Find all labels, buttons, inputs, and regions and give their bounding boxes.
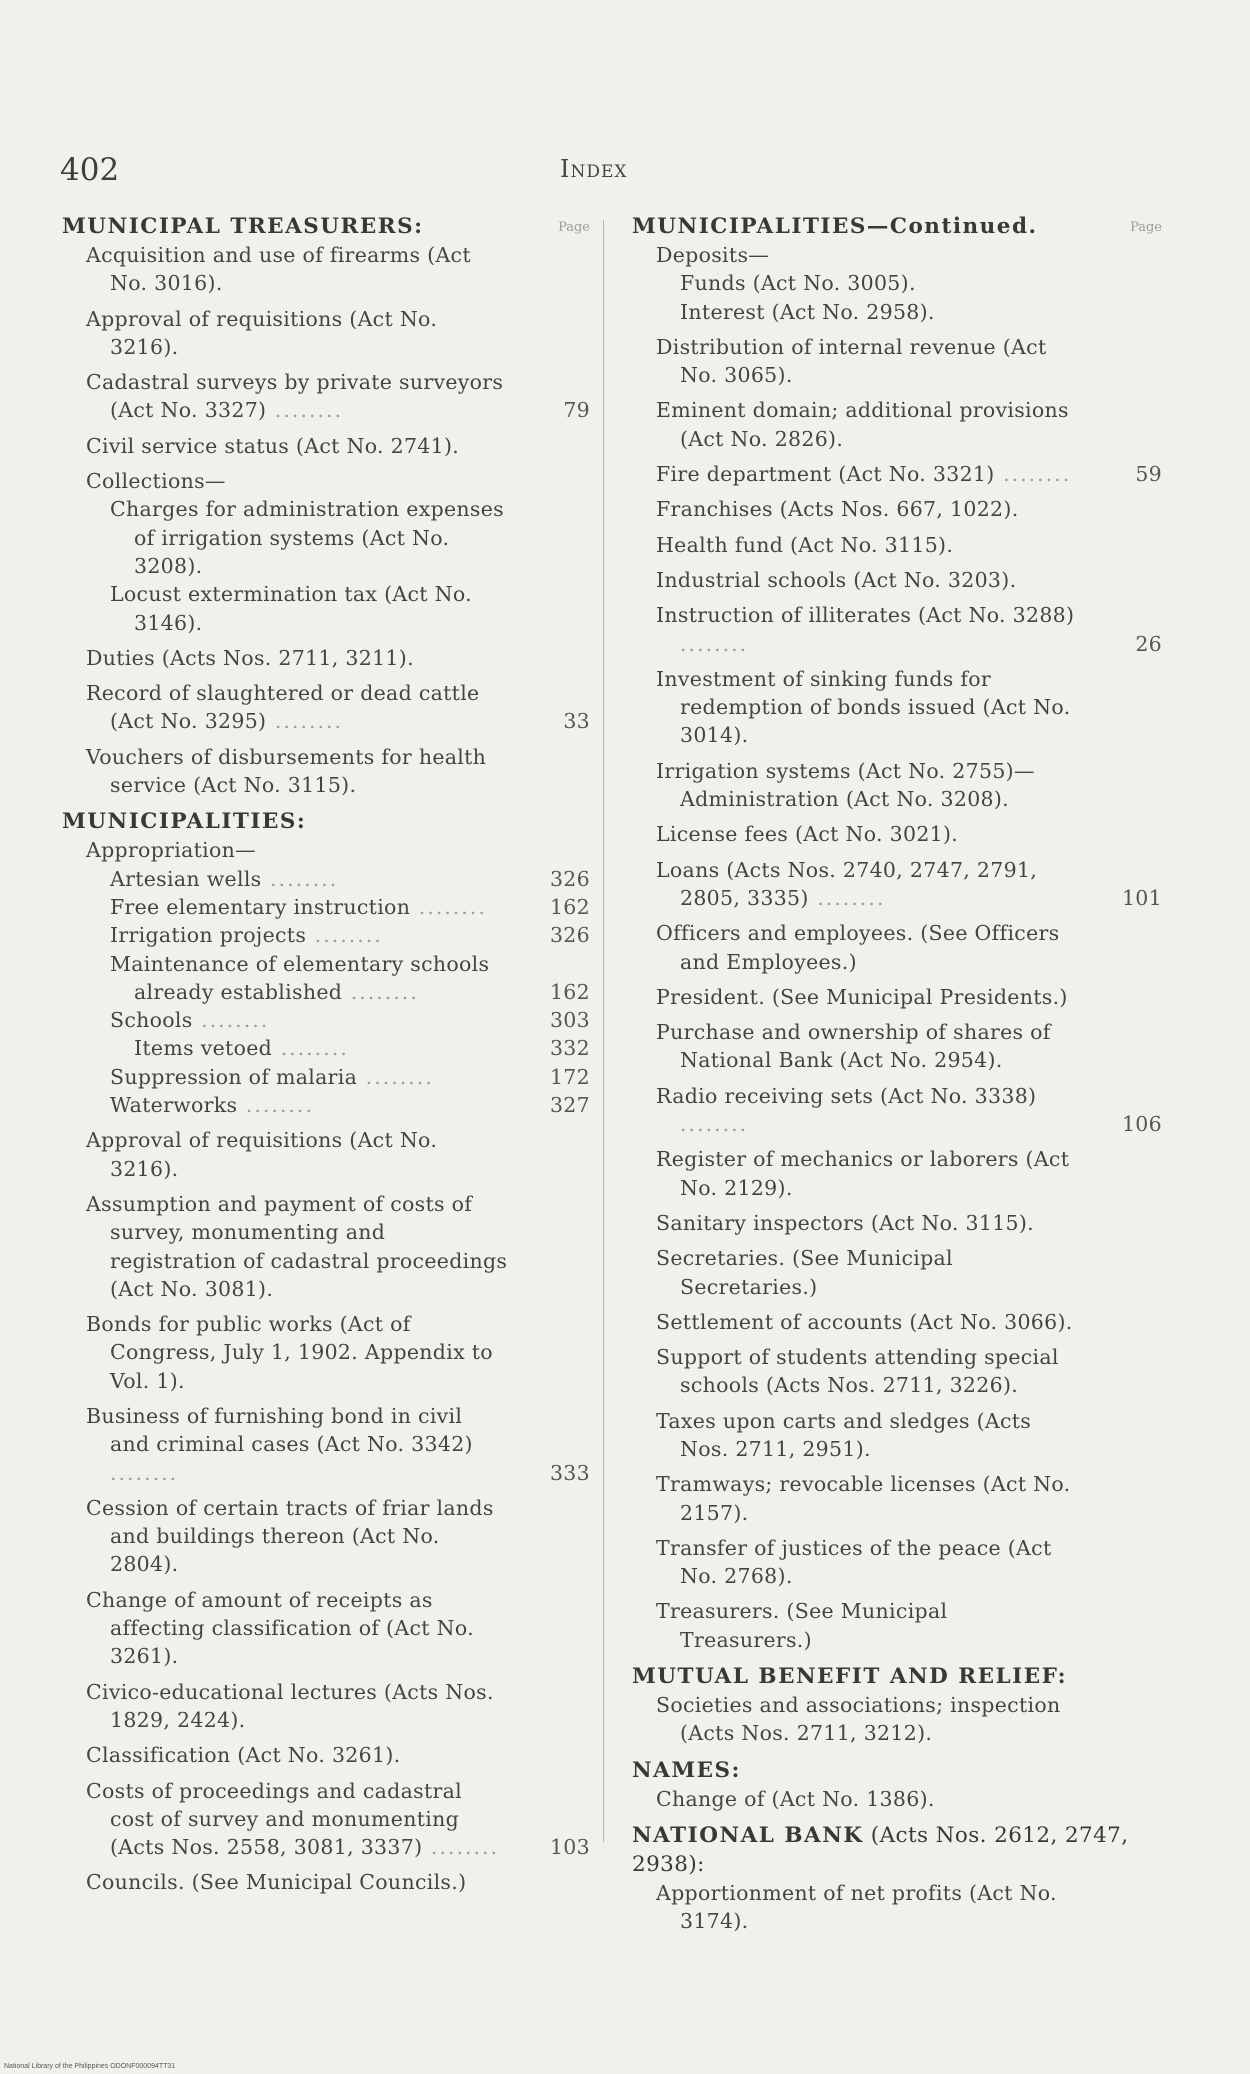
index-entry — [632, 566, 1162, 594]
index-entry — [632, 333, 1162, 390]
index-entry — [62, 1777, 590, 1862]
entry-text: Franchises (Acts Nos. 667, 1022). — [656, 497, 1019, 522]
index-entry — [62, 1402, 590, 1487]
index-heading — [632, 212, 1162, 241]
entry-text: Support of students attending special schools (Acts Nos. 2711, 3226). — [656, 1345, 1059, 1398]
entry-text: Health fund (Act No. 3115). — [656, 532, 954, 557]
heading-text: MUNICIPALITIES—Continued. — [632, 214, 1038, 239]
index-entry — [632, 1244, 1162, 1301]
entry-text: Artesian wells — [110, 866, 262, 891]
index-heading — [62, 212, 590, 241]
entry-text: Waterworks — [110, 1093, 238, 1118]
index-entry — [62, 893, 590, 921]
entry-text: Charges for administration expenses of irrigation systems (Act No. 3208). — [110, 497, 505, 578]
entry-text: Purchase and ownership of shares of National Bank (Act No. 2954). — [656, 1020, 1051, 1073]
entry-text: Civil service status (Act No. 2741). — [86, 433, 460, 458]
entry-text: Approval of requisitions (Act No. 3216). — [86, 306, 438, 359]
entry-text: Acquisition and use of firearms (Act No. 3016). — [86, 243, 471, 296]
entry-text: Register of mechanics or laborers (Act No. 2129). — [656, 1147, 1070, 1200]
entry-text: Change of (Act No. 1386). — [656, 1786, 935, 1811]
dot-leader: ........ — [680, 1112, 749, 1137]
index-entry — [62, 1310, 590, 1395]
entry-text: Societies and associations; inspection (Acts Nos. 2711, 3212). — [656, 1693, 1061, 1746]
entry-text: Bonds for public works (Act of Congress, July 1, 1902. Appendix to Vol. 1). — [86, 1312, 493, 1393]
index-entry — [62, 950, 590, 1007]
left-index-entries — [62, 212, 590, 1897]
entry-text: Funds (Act No. 3005). — [680, 271, 916, 296]
index-entry — [632, 1082, 1162, 1139]
dot-leader: ........ — [808, 885, 886, 910]
index-entry — [632, 1407, 1162, 1464]
entry-text: Vouchers of disbursements for health service (Act No. 3115). — [86, 744, 487, 798]
entry-text: Costs of proceedings and cadastral cost of survey and monumenting (Acts Nos. 2558, 3081, 3337) — [86, 1778, 462, 1860]
index-entry — [632, 919, 1162, 976]
dot-leader: ........ — [266, 398, 344, 423]
index-entry — [632, 298, 1162, 326]
entry-text: Treasurers. (See Municipal Treasurers.) — [656, 1599, 948, 1652]
entry-text: Schools — [110, 1008, 193, 1033]
entry-text: Appropriation— — [86, 838, 256, 863]
index-entry — [62, 921, 590, 949]
entry-text: Apportionment of net profits (Act No. 3174). — [656, 1880, 1057, 1934]
heading-tail: (Acts Nos. 2612, 2747, 2938): — [632, 1822, 1129, 1877]
index-entry — [62, 644, 590, 672]
entry-text: Business of furnishing bond in civil and criminal cases (Act No. 3342) — [86, 1403, 473, 1457]
index-entry — [632, 269, 1162, 297]
index-entry — [632, 1597, 1162, 1654]
page-number: 402 — [60, 152, 120, 188]
index-entry — [62, 1494, 590, 1579]
index-entry — [632, 495, 1162, 523]
entry-text: Change of amount of receipts as affecting classification of (Act No. 3261). — [86, 1587, 474, 1669]
index-heading — [62, 807, 590, 836]
dot-leader: ........ — [306, 923, 383, 948]
index-entry — [632, 785, 1162, 813]
entry-text: Distribution of internal revenue (Act No. 3065). — [656, 334, 1047, 388]
dot-leader: ........ — [422, 1835, 500, 1860]
index-entry — [62, 836, 590, 864]
index-entry — [632, 983, 1162, 1011]
entry-text: Officers and employees. (See Officers and Employees.) — [656, 921, 1060, 974]
page-reference: 101 — [1121, 885, 1162, 910]
entry-text: License fees (Act No. 3021). — [656, 822, 959, 847]
entry-text: Irrigation systems (Act No. 2755)— — [656, 758, 1035, 783]
entry-text: Collections— — [86, 469, 226, 494]
index-entry — [632, 1018, 1162, 1075]
entry-text: Civico-educational lectures (Acts Nos. 1829, 2424). — [86, 1679, 494, 1732]
dot-leader: ........ — [192, 1008, 270, 1033]
entry-text: Deposits— — [656, 243, 770, 267]
entry-text: Approval of requisitions (Act No. 3216). — [86, 1128, 438, 1181]
entry-text: Interest (Act No. 2958). — [680, 299, 935, 324]
index-entry — [62, 580, 590, 637]
index-entry — [632, 1691, 1162, 1748]
entry-text: Maintenance of elementary schools already established — [110, 951, 490, 1004]
entry-text: Locust extermination tax (Act No. 3146). — [110, 582, 472, 635]
page-reference: 79 — [563, 398, 590, 423]
dot-leader: ........ — [342, 979, 419, 1004]
index-entry — [632, 820, 1162, 848]
entry-text: Irrigation projects — [110, 923, 307, 948]
index-entry — [62, 241, 590, 298]
index-entry — [62, 305, 590, 362]
entry-text: Councils. (See Municipal Councils.) — [86, 1870, 467, 1895]
index-entry — [632, 1145, 1162, 1202]
dot-leader: ........ — [272, 1036, 349, 1061]
index-entry — [632, 1534, 1162, 1591]
entry-text: Free elementary instruction — [110, 894, 411, 919]
index-entry — [632, 1470, 1162, 1527]
dot-leader: ........ — [266, 709, 344, 734]
column-divider — [603, 220, 604, 1842]
index-entry — [62, 467, 590, 495]
index-entry — [62, 432, 590, 460]
dot-leader: ........ — [110, 1460, 179, 1485]
index-entry — [632, 665, 1162, 750]
entry-text: Eminent domain; additional provisions (Act No. 2826). — [656, 398, 1069, 451]
scan-footer: National Library of the Philippines ODONF000094TT31 — [4, 2063, 176, 2070]
index-entry — [62, 1006, 590, 1034]
page-reference: 33 — [563, 709, 590, 734]
entry-text: Assumption and payment of costs of survey, monumenting and registration of cadastral proceedings (Act No. 3081). — [86, 1191, 508, 1301]
entry-text: Instruction of illiterates (Act No. 3288) — [656, 603, 1075, 628]
dot-leader: ........ — [261, 866, 339, 891]
index-entry — [62, 1063, 590, 1091]
running-head: Index — [560, 155, 628, 183]
dot-leader: ........ — [994, 462, 1072, 487]
index-entry — [62, 743, 590, 800]
dot-leader: ........ — [680, 631, 749, 656]
entry-text: Investment of sinking funds for redemption of bonds issued (Act No. 3014). — [656, 666, 1071, 748]
right-column — [632, 212, 1162, 1936]
index-entry — [62, 1741, 590, 1769]
entry-text: Classification (Act No. 3261). — [86, 1743, 401, 1768]
heading-text: NAMES: — [632, 1757, 741, 1783]
page-column-label: Page — [558, 220, 590, 235]
page-reference: 332 — [549, 1036, 590, 1061]
entry-text: Duties (Acts Nos. 2711, 3211). — [86, 645, 414, 670]
index-entry — [62, 1091, 590, 1119]
dot-leader: ........ — [237, 1093, 314, 1118]
index-entry — [632, 241, 1162, 269]
index-entry — [62, 368, 590, 425]
index-entry — [632, 1343, 1162, 1400]
entry-text: Fire department (Act No. 3321) — [656, 462, 995, 487]
index-entry — [632, 1785, 1162, 1813]
left-column — [62, 212, 590, 1897]
index-entry — [632, 531, 1162, 559]
entry-text: Loans (Acts Nos. 2740, 2747, 2791, 2805, 3335) — [656, 857, 1038, 910]
index-entry — [632, 856, 1162, 913]
index-entry — [62, 1034, 590, 1062]
index-entry — [62, 495, 590, 580]
entry-text: President. (See Municipal Presidents.) — [656, 984, 1068, 1009]
entry-text: Industrial schools (Act No. 3203). — [656, 567, 1017, 592]
page-reference: 333 — [549, 1460, 590, 1485]
dot-leader: ........ — [357, 1064, 434, 1089]
page-reference: 172 — [549, 1064, 590, 1089]
page-reference: 162 — [549, 894, 590, 919]
heading-text: NATIONAL BANK — [632, 1822, 864, 1848]
page-column-label: Page — [1130, 220, 1162, 235]
entry-text: Administration (Act No. 3208). — [680, 787, 1009, 812]
index-entry — [62, 1126, 590, 1183]
entry-text: Tramways; revocable licenses (Act No. 2157). — [656, 1472, 1071, 1525]
entry-text: Taxes upon carts and sledges (Acts Nos. 2711, 2951). — [656, 1408, 1032, 1461]
index-entry — [632, 601, 1162, 658]
page-reference: 106 — [1121, 1112, 1162, 1137]
index-entry — [632, 1308, 1162, 1336]
entry-text: Items vetoed — [134, 1036, 273, 1061]
right-index-entries — [632, 212, 1162, 1936]
heading-text: MUNICIPALITIES: — [62, 809, 307, 835]
index-entry — [62, 1586, 590, 1671]
entry-text: Cadastral surveys by private surveyors (Act No. 3327) — [86, 370, 504, 423]
entry-text: Suppression of malaria — [110, 1064, 358, 1089]
index-heading — [632, 1662, 1162, 1691]
index-entry — [62, 1678, 590, 1735]
index-entry — [62, 865, 590, 893]
entry-text: Sanitary inspectors (Act No. 3115). — [656, 1210, 1034, 1235]
heading-text: MUTUAL BENEFIT AND RELIEF: — [632, 1664, 1068, 1690]
index-entry — [632, 1209, 1162, 1237]
page-reference: 327 — [549, 1093, 590, 1118]
page-reference: 162 — [549, 979, 590, 1004]
entry-text: Radio receiving sets (Act No. 3338) — [656, 1083, 1037, 1108]
index-entry — [632, 460, 1162, 488]
index-entry — [62, 1868, 590, 1896]
entry-text: Secretaries. (See Municipal Secretaries.) — [656, 1246, 953, 1299]
entry-text: Cession of certain tracts of friar lands and buildings thereon (Act No. 2804). — [86, 1495, 494, 1577]
index-heading — [632, 1756, 1162, 1785]
page-reference: 326 — [549, 866, 590, 891]
index-heading — [632, 1821, 1162, 1879]
page-reference: 26 — [1135, 631, 1162, 656]
page-reference: 326 — [549, 923, 590, 948]
index-entry — [632, 396, 1162, 453]
dot-leader: ........ — [410, 894, 487, 919]
index-entry — [62, 679, 590, 736]
index-entry — [632, 757, 1162, 785]
entry-text: Transfer of justices of the peace (Act No. 2768). — [656, 1535, 1052, 1589]
index-entry — [632, 1879, 1162, 1936]
page-reference: 59 — [1135, 462, 1162, 487]
heading-text: MUNICIPAL TREASURERS: — [62, 214, 424, 239]
index-entry — [62, 1190, 590, 1303]
page-reference: 303 — [549, 1008, 590, 1033]
page-reference: 103 — [549, 1835, 590, 1860]
entry-text: Settlement of accounts (Act No. 3066). — [656, 1309, 1073, 1334]
entry-text: Record of slaughtered or dead cattle (Act No. 3295) — [86, 681, 480, 734]
